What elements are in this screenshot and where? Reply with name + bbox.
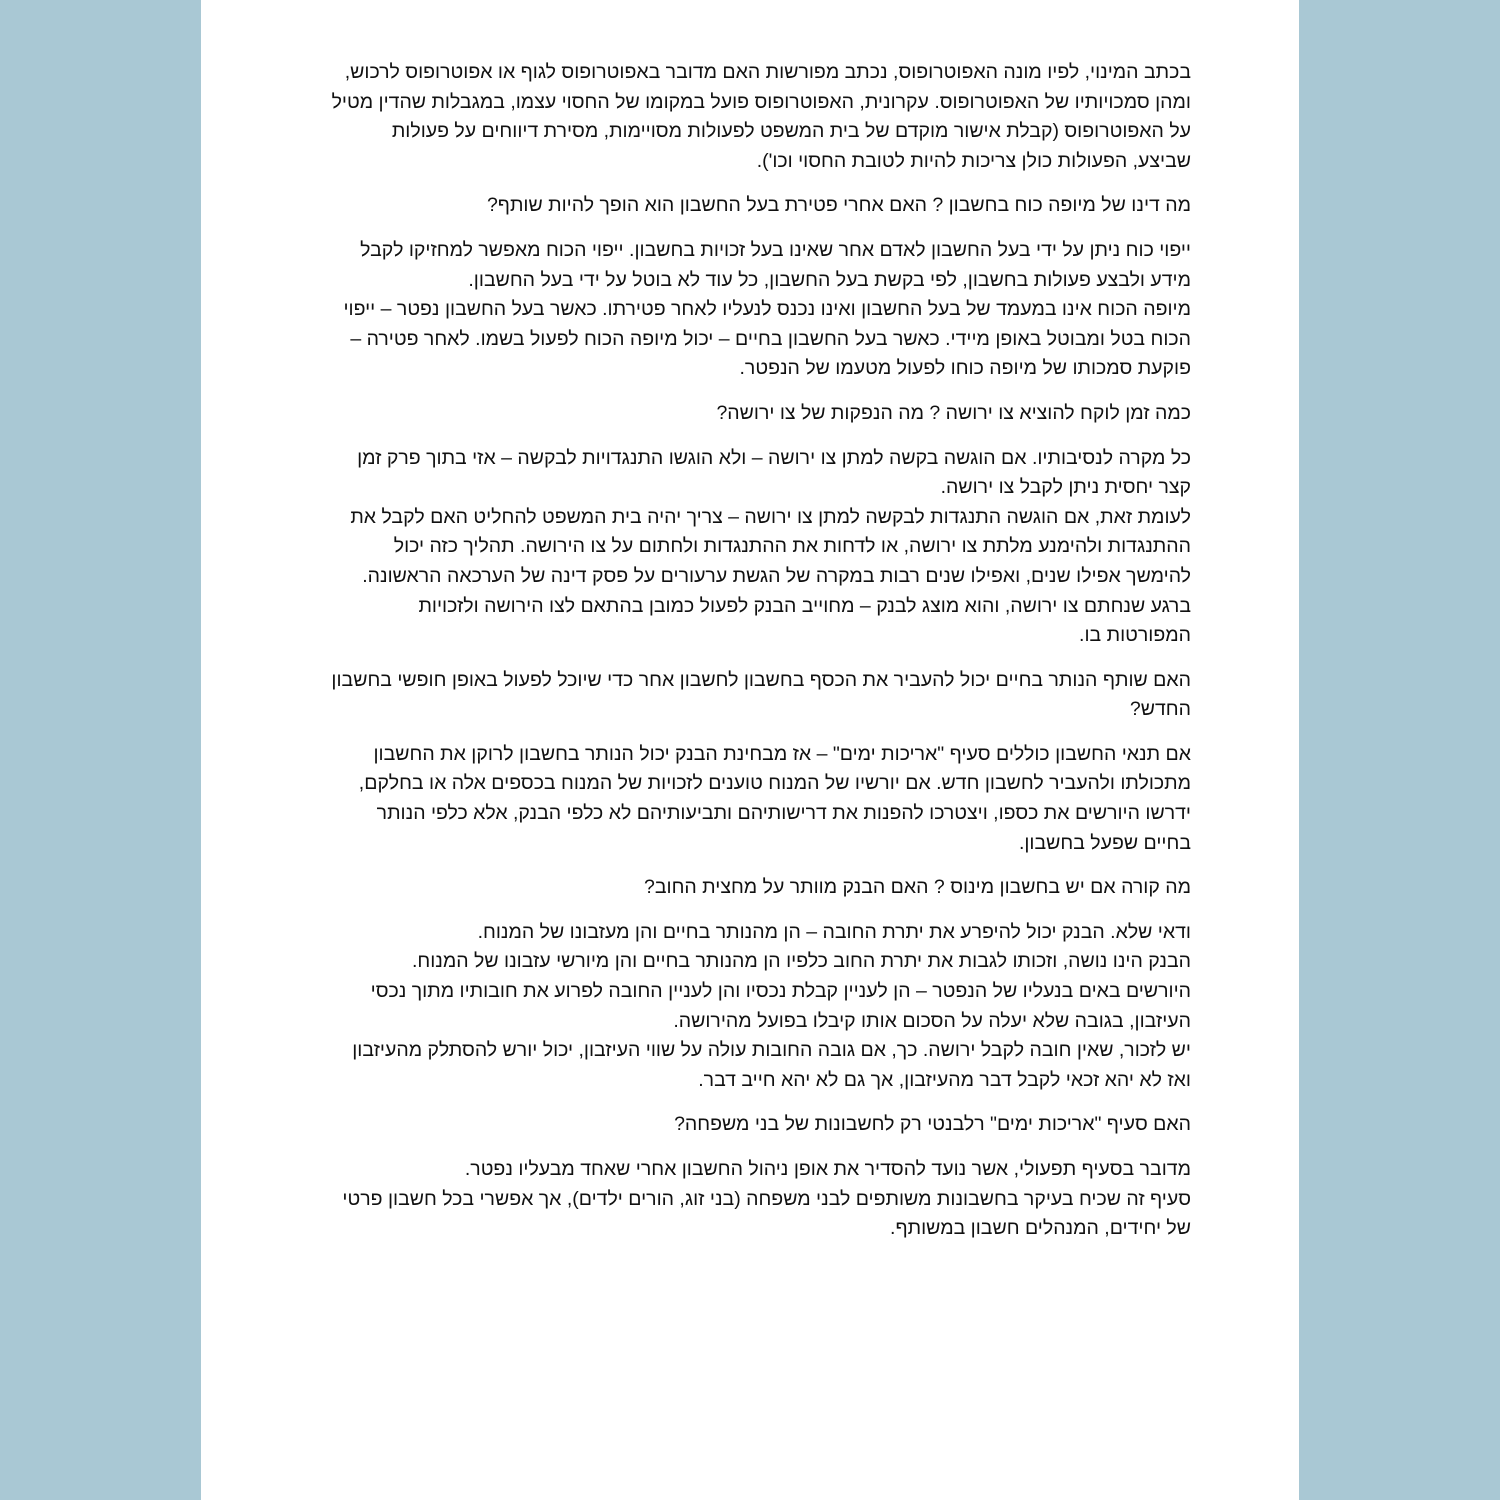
document-page	[201, 0, 1299, 1500]
answer-paragraph: יש לזכור, שאין חובה לקבל ירושה. כך, אם גובה החובות עולה על שווי העיזבון, יכול יורש להסתלק מהעיזבון ואז לא יהא זכאי לקבל דבר מהעיזבון, אך גם לא יהא חייב דבר.	[352, 1039, 1191, 1091]
answer-paragraph: הבנק הינו נושה, וזכותו לגבות את יתרת החוב כלפיו הן מהנותר בחיים והן מיורשי עזבונו של המנוח.	[411, 950, 1191, 973]
answer-block	[331, 918, 1191, 1096]
answer-paragraph: מדובר בסעיף תפעולי, אשר נועד להסדיר את אופן ניהול החשבון אחרי שאחד מבעליו נפטר.	[464, 1158, 1191, 1180]
answer-block	[331, 1155, 1191, 1244]
answer-block	[331, 444, 1191, 651]
answer-block	[331, 236, 1191, 384]
answer-block	[331, 740, 1191, 858]
question-heading: מה דינו של מיופה כוח בחשבון ? האם אחרי פטירת בעל החשבון הוא הופך להיות שותף?	[486, 194, 1191, 217]
answer-paragraph: סעיף זה שכיח בעיקר בחשבונות משותפים לבני משפחה (בני זוג, הורים ילדים), אך אפשרי בכל חשבון פרטי של יחידים, המנהלים חשבון במשותף.	[342, 1187, 1191, 1240]
question-heading: מה קורה אם יש בחשבון מינוס ? האם הבנק מוותר על מחצית החוב?	[644, 876, 1191, 899]
answer-paragraph: ייפוי כוח ניתן על ידי בעל החשבון לאדם אחר שאינו בעל זכויות בחשבון. ייפוי הכוח מאפשר למחזיקו לקבל מידע ולבצע פעולות בחשבון, לפי בקשת בעל החשבון, כל עוד לא בוטל על ידי בעל החשבון.	[360, 238, 1191, 291]
answer-paragraph: ודאי שלא. הבנק יכול להיפרע את יתרת החובה – הן מהנותר בחיים והן מעזבונו של המנוח.	[477, 920, 1191, 943]
question-heading: האם שותף הנותר בחיים יכול להעביר את הכסף בחשבון לחשבון אחר כדי שיוכל לפעול באופן חופשי בחשבון החדש?	[331, 668, 1191, 721]
answer-paragraph: בכתב המינוי, לפיו מונה האפוטרופוס, נכתב מפורשות האם מדובר באפוטרופוס לגוף או אפוטרופוס לרכוש, ומהן סמכויותיו של האפוטרופוס. עקרונית, האפוטרופוס פועל במקומו של החסוי עצמו, במגבלות שהדין מטיל על האפוטרופוס (קבלת אישור מוקדם של בית המשפט לפעולות מסויימות, מסירת דיווחים על פעולות שביצע, הפעולות כולן צריכות להיות לטובת החסוי וכו').	[331, 61, 1191, 172]
answer-paragraph: ברגע שנחתם צו ירושה, והוא מוצג לבנק – מחוייב הבנק לפעול כמובן בהתאם לצו הירושה ולזכויות המפורטות בו.	[418, 594, 1191, 647]
answer-paragraph: כל מקרה לנסיבותיו. אם הוגשה בקשה למתן צו ירושה – ולא הוגשו התנגדויות לבקשה – אזי בתוך פרק זמן קצר יחסית ניתן לקבל צו ירושה.	[357, 446, 1191, 499]
answer-paragraph: מיופה הכוח אינו במעמד של בעל החשבון ואינו נכנס לנעליו לאחר פטירתו. כאשר בעל החשבון נפטר – ייפוי הכוח בטל ומבוטל באופן מיידי. כאשר בעל החשבון בחיים – יכול מיופה הכוח לפעול בשמו. לאחר פטירה – פוקעת סמכותו של מיופה כוחו לפעול מטעמו של הנפטר.	[343, 298, 1191, 380]
question-heading: כמה זמן לוקח להוציא צו ירושה ? מה הנפקות של צו ירושה?	[716, 401, 1191, 424]
answer-paragraph: היורשים באים בנעליו של הנפטר – הן לעניין קבלת נכסיו והן לעניין החובה לפרוע את חובותיו מתוך נכסי העיזבון, בגובה שלא יעלה על הסכום אותו קיבלו בפועל מהירושה.	[370, 980, 1191, 1032]
answer-block	[331, 58, 1191, 176]
answer-paragraph: אם תנאי החשבון כוללים סעיף "אריכות ימים" – אז מבחינת הבנק יכול הנותר בחשבון לרוקן את החשבון מתכולתו ולהעביר לחשבון חדש. אם יורשיו של המנוח טוענים לזכויות של המנוח בכספים אלה או בחלקם, ידרשו היורשים את כספו, ויצטרכו להפנות את דרישותיהם ותביעותיהם לא כלפי הבנק, אלא כלפי הנותר בחיים שפעל בחשבון.	[358, 742, 1191, 854]
answer-paragraph: לעומת זאת, אם הוגשה התנגדות לבקשה למתן צו ירושה – צריך יהיה בית המשפט להחליט האם לקבל את ההתנגדות ולהימנע מלתת צו ירושה, או לדחות את ההתנגדות ולחתום על צו הירושה. תהליך כזה יכול להימשך אפילו שנים, ואפילו שנים רבות במקרה של הגשת ערעורים על פסק דינה של הערכאה הראשונה.	[350, 505, 1191, 587]
question-heading: האם סעיף "אריכות ימים" רלבנטי רק לחשבונות של בני משפחה?	[674, 1113, 1191, 1136]
document-body	[331, 58, 1191, 1259]
